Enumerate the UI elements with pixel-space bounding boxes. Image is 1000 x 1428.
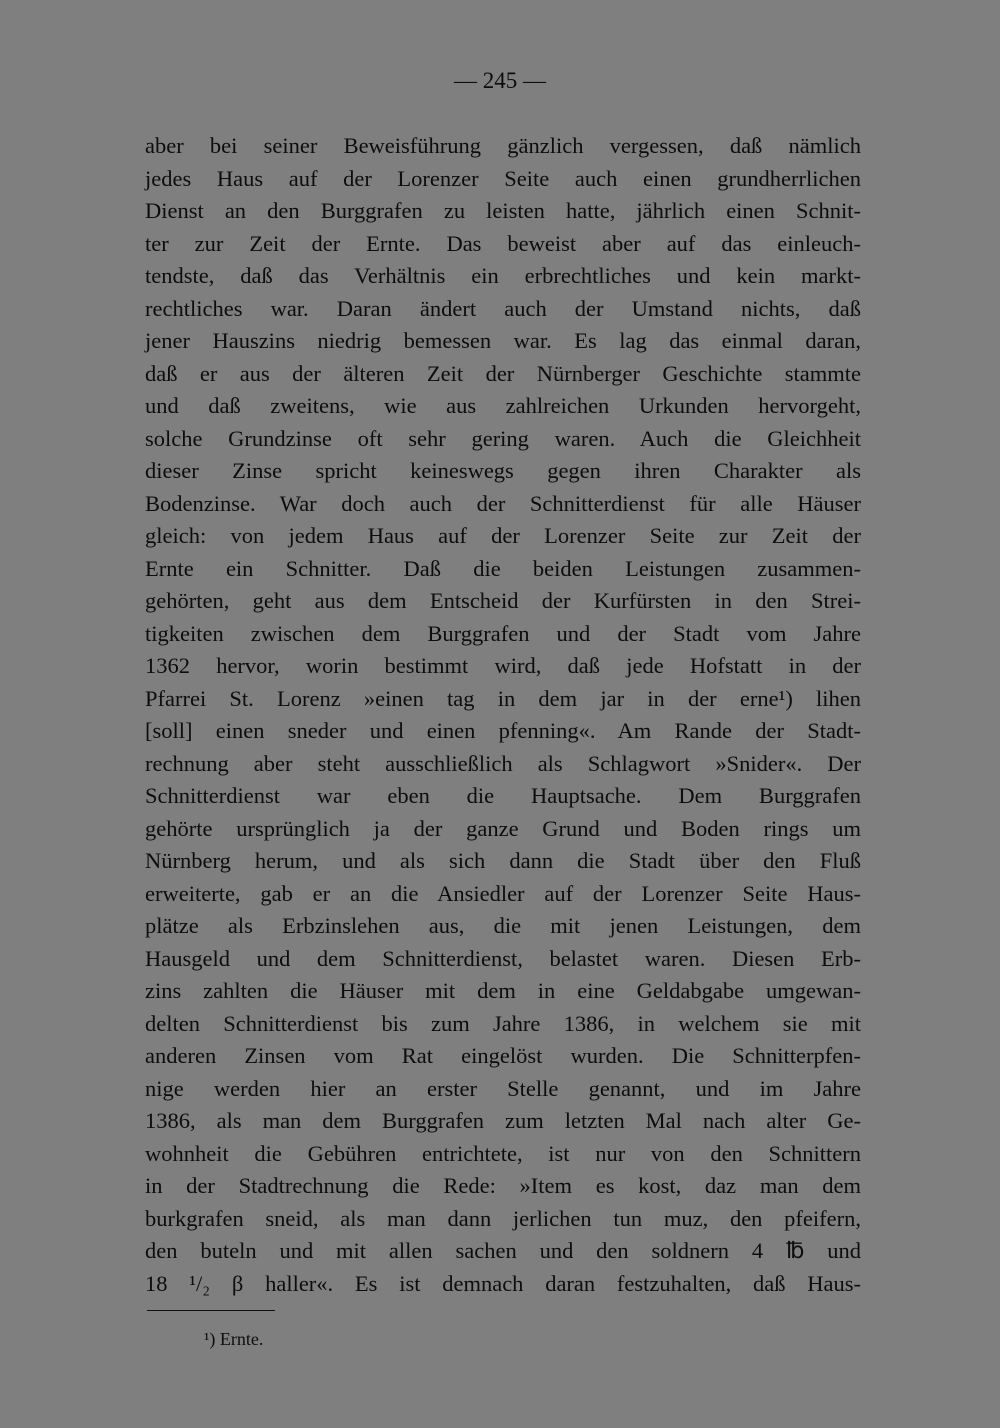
text-line: Nürnberg herum, und als sich dann die Stadt über den Fluß (145, 848, 861, 873)
page-number: — 245 — (454, 68, 546, 93)
text-line: jedes Haus auf der Lorenzer Seite auch einen grundherrlichen (145, 165, 861, 191)
text-line: Dienst an den Burggrafen zu leisten hatte, jährlich einen Schnit- (145, 198, 861, 223)
text-line: Hausgeld und dem Schnitterdienst, belastet waren. Diesen Erb- (145, 945, 861, 971)
text-line: wohnheit die Gebühren entrichtete, ist nur von den Schnittern (145, 1140, 861, 1166)
text-line: ter zur Zeit der Ernte. Das beweist aber auf das einleuch- (145, 230, 861, 256)
footnote: ¹) Ernte. (204, 1329, 264, 1349)
text-line: 18 ¹/₂ β haller«. Es ist demnach daran festzuhalten, daß Haus- (145, 1270, 861, 1296)
text-line: burkgrafen sneid, als man dann jerlichen tun muz, den pfeifern, (145, 1205, 861, 1231)
text-line: tendste, daß das Verhältnis ein erbrechtliches und kein markt- (145, 263, 861, 288)
text-line: tigkeiten zwischen dem Burggrafen und der Stadt vom Jahre (145, 620, 861, 646)
footnote-divider (147, 1310, 275, 1311)
text-line: erweiterte, gab er an die Ansiedler auf der Lorenzer Seite Haus- (145, 880, 861, 906)
text-line: nige werden hier an erster Stelle genannt, und im Jahre (145, 1075, 861, 1101)
text-line: gehörten, geht aus dem Entscheid der Kurfürsten in den Strei- (145, 588, 861, 613)
text-line: Schnitterdienst war eben die Hauptsache. Dem Burggrafen (145, 783, 861, 808)
text-line: 1362 hervor, worin bestimmt wird, daß jede Hofstatt in der (145, 653, 861, 678)
body-text (145, 130, 861, 1300)
text-line: Pfarrei St. Lorenz »einen tag in dem jar in der erne¹) lihen (145, 685, 861, 711)
text-line: jener Hauszins niedrig bemessen war. Es lag das einmal daran, (145, 328, 861, 353)
text-line: dieser Zinse spricht keineswegs gegen ihren Charakter als (145, 458, 861, 483)
text-line: und daß zweitens, wie aus zahlreichen Urkunden hervorgeht, (145, 393, 861, 418)
text-line: [soll] einen sneder und einen pfenning«. Am Rande der Stadt- (145, 718, 861, 743)
text-line: gehörte ursprünglich ja der ganze Grund und Boden rings um (145, 815, 861, 841)
text-line: rechtliches war. Daran ändert auch der Umstand nichts, daß (145, 295, 861, 321)
text-line: Ernte ein Schnitter. Daß die beiden Leistungen zusammen- (145, 555, 861, 581)
text-line: in der Stadtrechnung die Rede: »Item es kost, daz man dem (145, 1173, 861, 1198)
text-line: rechnung aber steht ausschließlich als Schlagwort »Snider«. Der (145, 750, 861, 776)
text-line: aber bei seiner Beweisführung gänzlich vergessen, daß nämlich (145, 133, 861, 158)
text-line: anderen Zinsen vom Rat eingelöst wurden. Die Schnitterpfen- (145, 1043, 861, 1068)
text-line: 1386, als man dem Burggrafen zum letzten Mal nach alter Ge- (145, 1108, 861, 1133)
text-line: delten Schnitterdienst bis zum Jahre 1386, in welchem sie mit (145, 1010, 861, 1036)
text-line: solche Grundzinse oft sehr gering waren. Auch die Gleichheit (145, 425, 861, 451)
text-line: plätze als Erbzinslehen aus, die mit jenen Leistungen, dem (145, 913, 861, 938)
text-line: Bodenzinse. War doch auch der Schnitterdienst für alle Häuser (145, 490, 861, 516)
text-line: den buteln und mit allen sachen und den soldnern 4 ℔ und (145, 1238, 861, 1263)
text-line: zins zahlten die Häuser mit dem in eine Geldabgabe umgewan- (145, 978, 861, 1003)
text-line: daß er aus der älteren Zeit der Nürnberger Geschichte stammte (145, 360, 861, 386)
text-line: gleich: von jedem Haus auf der Lorenzer Seite zur Zeit der (145, 523, 861, 548)
